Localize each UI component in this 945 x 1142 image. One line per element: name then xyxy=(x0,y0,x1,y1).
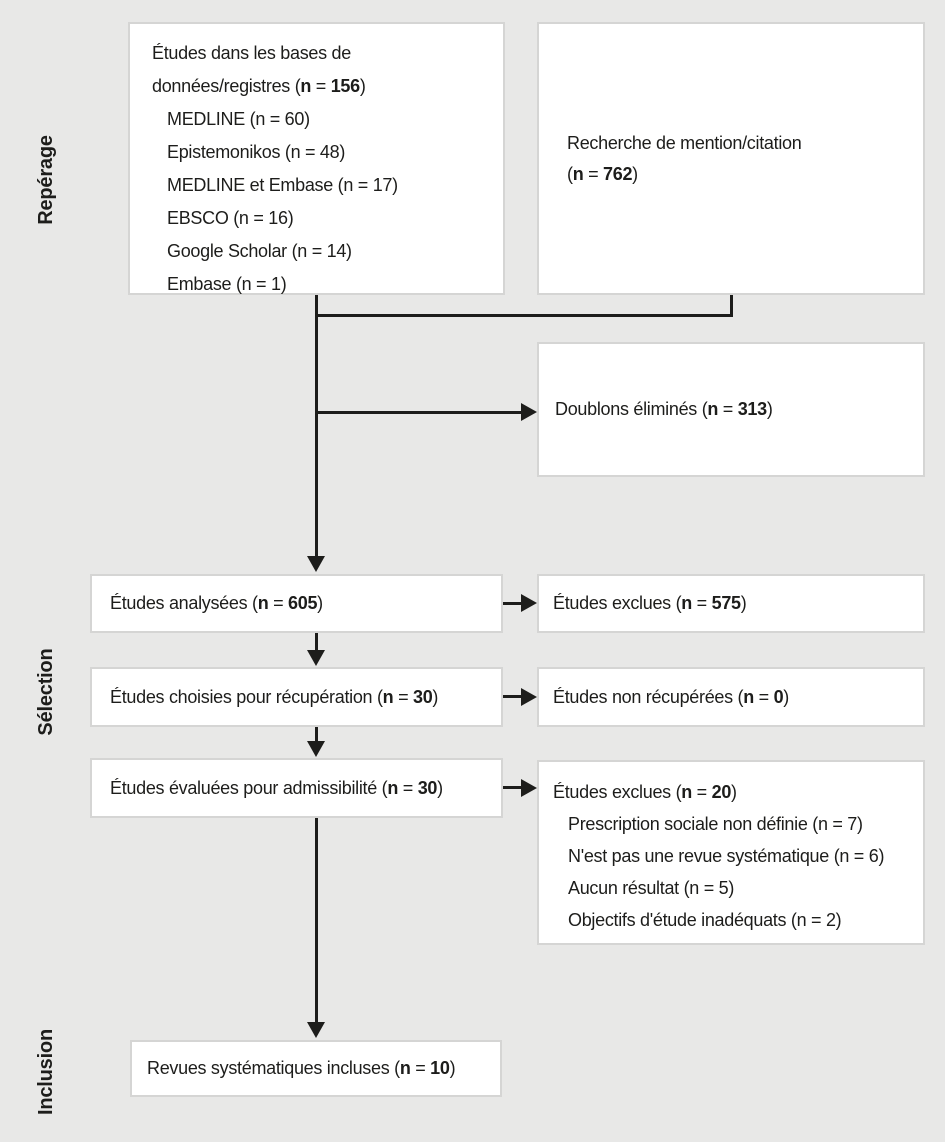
connector-top-join xyxy=(315,314,733,317)
box-text-line: Études exclues (n = 20) xyxy=(553,782,737,802)
arrow-right-icon xyxy=(521,688,537,706)
arrow-right-icon xyxy=(521,779,537,797)
connector-screened-retrieval xyxy=(315,631,318,652)
connector-retrieval-notretrieved xyxy=(503,695,522,698)
connector-main-vertical xyxy=(315,314,318,558)
arrow-down-icon xyxy=(307,556,325,572)
connector-citation-down xyxy=(730,293,733,316)
box-text-line: Recherche de mention/citation (n = 762) xyxy=(567,132,802,184)
connector-screened-excluded xyxy=(503,602,522,605)
box-text-line: Études analysées (n = 605) xyxy=(110,593,323,613)
stage-label-reperage: Repérage xyxy=(35,135,57,225)
box-text-line: Embase (n = 1) xyxy=(167,274,287,294)
box-databases-registers xyxy=(128,22,505,295)
box-studies-assessed-eligibility xyxy=(90,758,503,818)
stage-label-selection: Sélection xyxy=(35,648,57,736)
box-reviews-included xyxy=(130,1040,502,1097)
box-studies-excluded-eligibility xyxy=(537,760,925,945)
arrow-right-icon xyxy=(521,403,537,421)
connector-duplicates-branch xyxy=(315,411,521,414)
arrow-down-icon xyxy=(307,650,325,666)
box-text-line: MEDLINE et Embase (n = 17) xyxy=(167,175,398,195)
box-text-line: Google Scholar (n = 14) xyxy=(167,241,352,261)
box-text-line: Études évaluées pour admissibilité (n = 30) xyxy=(110,777,443,798)
box-studies-not-retrieved xyxy=(537,667,925,727)
box-text-line: Epistemonikos (n = 48) xyxy=(167,142,346,162)
box-text-line: Objectifs d'étude inadéquats (n = 2) xyxy=(568,910,842,930)
stage-label-inclusion: Inclusion xyxy=(35,1029,57,1115)
box-duplicates-removed xyxy=(537,342,925,477)
arrow-down-icon xyxy=(307,1022,325,1038)
box-studies-sought-retrieval xyxy=(90,667,503,727)
box-text-line: Études exclues (n = 575) xyxy=(553,593,747,613)
connector-assessed-excluded xyxy=(503,786,522,789)
box-text-line: Études non récupérées (n = 0) xyxy=(553,686,789,707)
box-text-line: Revues systématiques incluses (n = 10) xyxy=(147,1058,456,1078)
box-text-line: MEDLINE (n = 60) xyxy=(167,109,310,129)
box-text-line: Prescription sociale non définie (n = 7) xyxy=(568,814,863,834)
box-text-line: Études dans les bases de données/registres (n = 156) xyxy=(152,43,366,96)
arrow-right-icon xyxy=(521,594,537,612)
arrow-down-icon xyxy=(307,741,325,757)
box-text-line: Aucun résultat (n = 5) xyxy=(568,878,735,898)
box-studies-screened xyxy=(90,574,503,633)
box-text-line: N'est pas une revue systématique (n = 6) xyxy=(568,846,885,866)
box-text-line: Études choisies pour récupération (n = 30) xyxy=(110,686,439,707)
box-studies-excluded-screening xyxy=(537,574,925,633)
box-text-line: Doublons éliminés (n = 313) xyxy=(555,399,773,419)
box-citation-search xyxy=(537,22,925,295)
connector-assessed-included xyxy=(315,816,318,1023)
box-text-line: EBSCO (n = 16) xyxy=(167,208,294,228)
